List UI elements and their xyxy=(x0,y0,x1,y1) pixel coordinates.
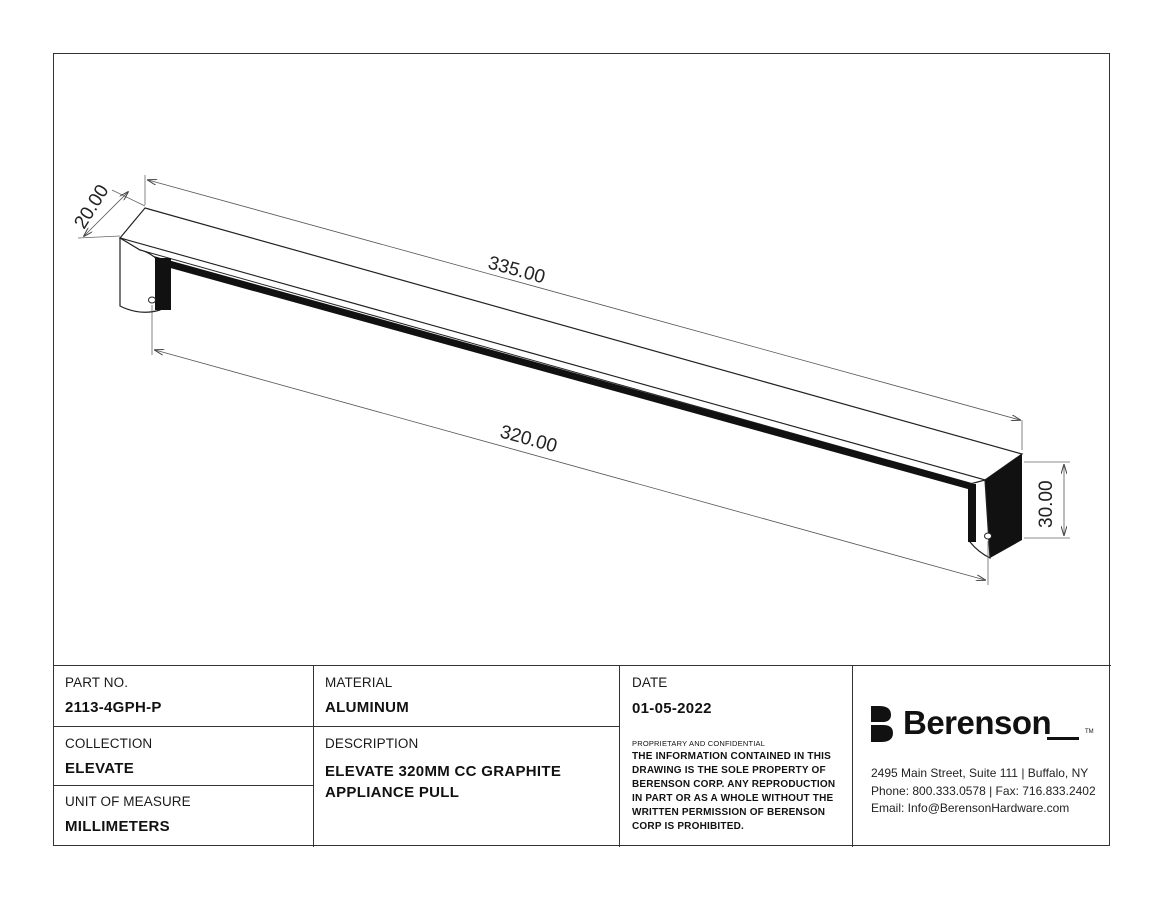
unit-of-measure-label: UNIT OF MEASURE xyxy=(65,794,191,809)
description-value-line2: APPLIANCE PULL xyxy=(325,784,460,801)
date-label: DATE xyxy=(632,675,668,690)
confidential-notice xyxy=(632,750,842,834)
confidential-line: IN PART OR AS A WHOLE WITHOUT THE xyxy=(632,793,834,804)
berenson-logo xyxy=(871,703,1101,747)
dim-label-overall-length: 335.00 xyxy=(485,252,548,289)
bar-underside-shadow xyxy=(150,252,975,491)
divider xyxy=(852,665,853,847)
logo-wordmark: Berenson xyxy=(903,704,1052,741)
confidential-heading: PROPRIETARY AND CONFIDENTIAL xyxy=(632,739,766,748)
dimension-overall-length xyxy=(145,175,1022,450)
divider xyxy=(313,665,314,847)
divider xyxy=(53,785,313,786)
part-no-label: PART NO. xyxy=(65,675,129,690)
logo-underline xyxy=(1047,737,1079,740)
divider xyxy=(53,665,1111,666)
dimension-height xyxy=(1024,462,1070,538)
unit-of-measure-value: MILLIMETERS xyxy=(65,818,170,835)
logo-mark-icon xyxy=(871,706,893,742)
confidential-line: CORP IS PROHIBITED. xyxy=(632,821,744,832)
confidential-line: WRITTEN PERMISSION OF BERENSON xyxy=(632,807,826,818)
trademark-symbol: TM xyxy=(1085,729,1094,735)
left-post-shadow xyxy=(155,258,171,310)
date-value: 01-05-2022 xyxy=(632,700,712,717)
dim-label-center-to-center: 320.00 xyxy=(497,421,560,458)
confidential-line: BERENSON CORP. ANY REPRODUCTION xyxy=(632,779,836,790)
dim-label-height: 30.00 xyxy=(1036,480,1057,528)
collection-label: COLLECTION xyxy=(65,736,153,751)
description-value-line1: ELEVATE 320MM CC GRAPHITE xyxy=(325,763,562,780)
material-value: ALUMINUM xyxy=(325,699,410,716)
right-post-shadow xyxy=(968,484,976,542)
part-no-value: 2113-4GPH-P xyxy=(65,699,162,716)
dim-label-width: 20.00 xyxy=(70,181,114,233)
left-mount-hole xyxy=(149,297,156,303)
confidential-line: DRAWING IS THE SOLE PROPERTY OF xyxy=(632,765,826,776)
company-phone-fax: Phone: 800.333.0578 | Fax: 716.833.2402 xyxy=(871,784,1096,798)
material-label: MATERIAL xyxy=(325,675,393,690)
bar-top-face xyxy=(120,208,1022,480)
company-address: 2495 Main Street, Suite 111 | Buffalo, NY xyxy=(871,766,1089,780)
confidential-line: THE INFORMATION CONTAINED IN THIS xyxy=(632,751,831,762)
divider xyxy=(619,665,620,847)
collection-value: ELEVATE xyxy=(65,760,135,777)
right-mount-hole xyxy=(985,533,992,539)
title-block xyxy=(53,665,1111,847)
divider xyxy=(53,726,619,727)
company-email: Email: Info@BerensonHardware.com xyxy=(871,801,1070,815)
description-label: DESCRIPTION xyxy=(325,736,419,751)
